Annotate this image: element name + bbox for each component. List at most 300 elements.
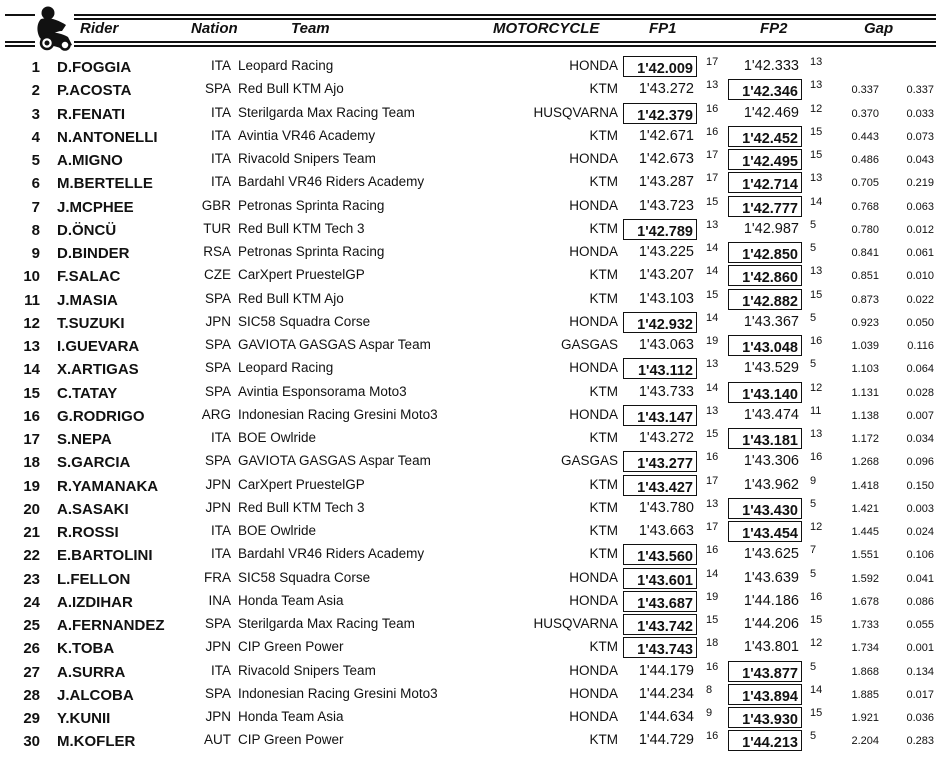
fp1-lap-cell: 17 [706, 521, 719, 533]
nation-cell: SPA [204, 383, 231, 399]
motorcycle-cell: KTM [589, 639, 618, 655]
team-cell: Indonesian Racing Gresini Moto3 [238, 406, 438, 422]
fp1-time-cell: 1'43.272 [638, 430, 694, 446]
gap-to-previous-cell: 0.043 [906, 154, 934, 166]
position-cell: 30 [23, 733, 40, 751]
rider-name-cell: R.YAMANAKA [57, 477, 159, 495]
gap-to-previous-cell: 0.219 [906, 177, 934, 190]
fp2-lap-cell: 5 [810, 218, 817, 231]
nation-cell: SPA [204, 685, 231, 701]
rider-name-cell: P.ACOSTA [57, 82, 132, 100]
motorcycle-cell: KTM [589, 732, 618, 748]
fp1-time-cell: 1'43.687 [623, 591, 697, 612]
header-rule [74, 14, 936, 16]
fp1-time-cell: 1'43.560 [623, 544, 697, 565]
fp1-time-cell: 1'44.179 [638, 662, 694, 679]
fp2-time-cell: 1'42.860 [728, 265, 802, 286]
table-row [0, 102, 936, 125]
position-cell: 5 [31, 152, 40, 169]
gap-to-first-cell: 1.268 [851, 456, 879, 469]
team-cell: Sterilgarda Max Racing Team [238, 104, 415, 120]
fp1-time-cell: 1'43.601 [623, 568, 697, 589]
fp2-lap-cell: 12 [810, 381, 823, 394]
fp2-lap-cell: 15 [810, 125, 823, 138]
team-cell: Petronas Sprinta Racing [238, 244, 385, 259]
position-cell: 25 [23, 617, 40, 634]
gap-to-first-cell: 0.873 [851, 293, 879, 306]
fp1-time-cell: 1'43.225 [638, 244, 694, 260]
motorcycle-cell: HONDA [569, 709, 618, 724]
gap-to-previous-cell: 0.096 [906, 456, 934, 469]
gap-to-previous-cell: 0.033 [906, 107, 934, 120]
fp2-lap-cell: 13 [810, 265, 823, 278]
fp1-time-cell: 1'43.103 [638, 290, 694, 307]
position-cell: 16 [23, 407, 40, 425]
fp2-time-cell: 1'43.474 [743, 406, 799, 423]
motorcycle-cell: HONDA [569, 244, 618, 259]
fp1-lap-cell: 14 [706, 567, 719, 580]
position-cell: 2 [31, 82, 40, 100]
nation-cell: ITA [211, 523, 231, 538]
fp2-time-cell: 1'42.346 [728, 79, 802, 100]
gap-to-previous-cell: 0.050 [906, 316, 934, 329]
table-row [0, 497, 936, 520]
motorcycle-cell: KTM [589, 81, 618, 97]
motorcycle-cell: HONDA [569, 685, 618, 701]
fp1-lap-cell: 17 [706, 172, 719, 185]
fp2-time-cell: 1'43.529 [743, 360, 799, 377]
fp2-lap-cell: 13 [810, 56, 823, 68]
rider-name-cell: L.FELLON [57, 570, 131, 588]
table-row [0, 148, 936, 171]
fp2-lap-cell: 16 [810, 335, 823, 347]
fp2-lap-cell: 13 [810, 79, 823, 92]
nation-cell: ITA [211, 151, 231, 166]
team-cell: Leopard Racing [238, 360, 334, 376]
rider-name-cell: J.ALCOBA [57, 686, 134, 704]
fp2-lap-cell: 15 [810, 288, 823, 301]
table-row [0, 450, 936, 473]
team-cell: Sterilgarda Max Racing Team [238, 616, 415, 631]
fp1-lap-cell: 18 [706, 637, 719, 650]
gap-to-first-cell: 1.418 [851, 479, 879, 492]
motorcycle-cell: HONDA [569, 58, 618, 73]
fp2-lap-cell: 7 [810, 544, 817, 557]
fp2-time-cell: 1'42.333 [743, 58, 799, 74]
team-cell: Honda Team Asia [238, 592, 344, 608]
fp2-lap-cell: 11 [810, 404, 822, 417]
rider-name-cell: R.FENATI [57, 105, 126, 123]
fp1-lap-cell: 14 [706, 311, 719, 324]
rider-name-cell: A.FERNANDEZ [57, 617, 165, 634]
motorcycle-cell: HONDA [569, 569, 618, 585]
team-cell: Red Bull KTM Ajo [238, 290, 344, 306]
team-cell: Bardahl VR46 Riders Academy [238, 546, 425, 562]
rider-name-cell: C.TATAY [57, 384, 118, 402]
fp2-lap-cell: 14 [810, 195, 823, 208]
table-row [0, 288, 936, 311]
position-cell: 4 [31, 128, 40, 146]
header-rule [5, 45, 35, 47]
nation-cell: JPN [205, 639, 231, 655]
team-cell: Rivacold Snipers Team [238, 151, 376, 166]
fp2-time-cell: 1'43.367 [743, 313, 799, 330]
motorcycle-cell: KTM [589, 127, 618, 143]
nation-cell: TUR [203, 220, 231, 236]
fp1-lap-cell: 13 [706, 79, 719, 92]
fp1-lap-cell: 14 [706, 265, 719, 278]
motorcycle-cell: KTM [589, 290, 618, 306]
fp2-time-cell: 1'43.306 [743, 453, 799, 470]
position-cell: 29 [23, 710, 40, 727]
nation-cell: ARG [201, 406, 231, 422]
table-row [0, 567, 936, 590]
fp2-time-cell: 1'44.213 [728, 730, 802, 751]
fp1-time-cell: 1'43.272 [638, 81, 694, 98]
gap-to-previous-cell: 0.001 [906, 642, 934, 655]
rider-name-cell: S.GARCIA [57, 454, 131, 472]
fp1-time-cell: 1'43.147 [623, 405, 697, 426]
fp1-time-cell: 1'43.663 [638, 523, 694, 539]
gap-to-first-cell: 0.768 [851, 200, 879, 213]
fp1-lap-cell: 17 [706, 149, 719, 161]
motorcycle-cell: HONDA [569, 151, 618, 166]
position-cell: 14 [23, 361, 40, 379]
fp2-lap-cell: 5 [810, 358, 817, 371]
rider-name-cell: A.SURRA [57, 663, 126, 681]
team-cell: Petronas Sprinta Racing [238, 197, 385, 213]
nation-cell: GBR [201, 197, 231, 213]
nation-cell: SPA [204, 360, 231, 376]
fp1-time-cell: 1'44.234 [638, 685, 694, 702]
position-cell: 6 [31, 175, 40, 193]
fp2-lap-cell: 13 [810, 428, 823, 440]
fp2-time-cell: 1'42.495 [728, 149, 802, 170]
fp2-lap-cell: 5 [810, 660, 817, 673]
fp2-lap-cell: 15 [810, 149, 823, 161]
fp1-lap-cell: 9 [706, 707, 713, 719]
table-row [0, 357, 936, 380]
fp1-time-cell: 1'43.780 [638, 499, 694, 516]
rider-name-cell: F.SALAC [57, 268, 121, 286]
fp2-lap-cell: 12 [810, 521, 823, 533]
team-cell: Indonesian Racing Gresini Moto3 [238, 685, 438, 701]
header-rule [5, 41, 35, 43]
motorcycle-cell: KTM [589, 220, 618, 236]
position-cell: 7 [31, 198, 40, 216]
rider-name-cell: Y.KUNII [57, 710, 111, 727]
gap-to-previous-cell: 0.022 [906, 293, 934, 306]
fp1-lap-cell: 19 [706, 590, 719, 603]
motorcycle-cell: GASGAS [560, 337, 618, 352]
gap-to-first-cell: 1.172 [851, 433, 879, 445]
fp1-time-cell: 1'43.723 [638, 197, 694, 214]
team-cell: BOE Owlride [238, 430, 317, 445]
position-cell: 26 [23, 640, 40, 658]
rider-name-cell: E.BARTOLINI [57, 547, 153, 565]
team-cell: CIP Green Power [238, 732, 344, 748]
fp1-lap-cell: 16 [706, 102, 719, 115]
team-cell: Avintia Esponsorama Moto3 [238, 383, 407, 399]
position-cell: 1 [31, 59, 40, 76]
gap-to-previous-cell: 0.055 [906, 619, 934, 631]
fp1-lap-cell: 17 [706, 56, 719, 68]
fp1-lap-cell: 16 [706, 544, 719, 557]
team-cell: Red Bull KTM Ajo [238, 81, 344, 97]
rider-name-cell: D.FOGGIA [57, 59, 132, 76]
rider-name-cell: M.KOFLER [57, 733, 136, 751]
rider-name-cell: M.BERTELLE [57, 175, 153, 193]
nation-cell: SPA [204, 81, 231, 97]
rider-name-cell: A.SASAKI [57, 500, 129, 518]
fp2-time-cell: 1'44.186 [743, 592, 799, 609]
rider-name-cell: J.MASIA [57, 291, 118, 309]
rider-name-cell: K.TOBA [57, 640, 115, 658]
position-cell: 11 [24, 291, 40, 309]
gap-to-first-cell: 1.921 [851, 712, 879, 724]
position-cell: 13 [23, 338, 40, 355]
position-cell: 19 [23, 477, 40, 495]
table-row [0, 241, 936, 264]
table-row [0, 264, 936, 287]
gap-to-first-cell: 1.592 [851, 572, 879, 585]
nation-cell: SPA [204, 337, 231, 352]
fp1-lap-cell: 16 [706, 730, 719, 743]
position-cell: 12 [23, 314, 40, 332]
rider-name-cell: A.MIGNO [57, 152, 123, 169]
gap-to-first-cell: 1.039 [851, 340, 879, 352]
team-cell: Honda Team Asia [238, 709, 344, 724]
fp1-lap-cell: 13 [706, 358, 719, 371]
fp1-time-cell: 1'44.729 [638, 732, 694, 749]
gap-to-first-cell: 1.868 [851, 665, 879, 678]
fp2-lap-cell: 5 [810, 311, 817, 324]
nation-cell: INA [208, 592, 231, 608]
fp2-lap-cell: 15 [810, 707, 823, 719]
motorcycle-cell: KTM [589, 430, 618, 445]
fp1-time-cell: 1'43.207 [638, 267, 694, 284]
table-row [0, 543, 936, 566]
gap-to-first-cell: 1.733 [851, 619, 879, 631]
position-cell: 21 [23, 524, 40, 541]
gap-to-first-cell: 0.923 [851, 316, 879, 329]
fp2-time-cell: 1'43.930 [728, 707, 802, 728]
nation-cell: ITA [211, 127, 231, 143]
column-header-fp2: FP2 [760, 20, 788, 37]
fp2-time-cell: 1'43.140 [728, 382, 802, 403]
position-cell: 9 [31, 245, 40, 262]
gap-to-previous-cell: 0.150 [906, 479, 934, 492]
nation-cell: JPN [205, 709, 231, 724]
fp2-lap-cell: 5 [810, 567, 817, 580]
nation-cell: RSA [203, 244, 231, 259]
gap-to-previous-cell: 0.024 [906, 526, 934, 538]
motorcycle-cell: HONDA [569, 592, 618, 608]
nation-cell: ITA [211, 104, 231, 120]
fp1-time-cell: 1'42.009 [623, 56, 697, 77]
fp2-lap-cell: 5 [810, 730, 817, 743]
table-row [0, 706, 936, 729]
team-cell: CarXpert PruestelGP [238, 267, 365, 283]
fp2-time-cell: 1'43.181 [728, 428, 802, 449]
fp2-time-cell: 1'42.987 [743, 220, 799, 237]
header-rule [5, 14, 35, 16]
fp2-lap-cell: 12 [810, 102, 823, 115]
gap-to-first-cell: 0.841 [851, 247, 879, 259]
nation-cell: SPA [204, 616, 231, 631]
table-row [0, 218, 936, 241]
team-cell: SIC58 Squadra Corse [238, 313, 371, 329]
table-row [0, 520, 936, 543]
fp1-time-cell: 1'43.733 [638, 383, 694, 400]
fp2-time-cell: 1'43.048 [728, 335, 802, 356]
gap-to-first-cell: 0.705 [851, 177, 879, 190]
position-cell: 20 [23, 500, 40, 518]
table-row [0, 195, 936, 218]
gap-to-previous-cell: 0.064 [906, 363, 934, 376]
rider-name-cell: A.IZDIHAR [57, 593, 133, 611]
table-row [0, 404, 936, 427]
table-row [0, 334, 936, 357]
table-header [0, 0, 936, 50]
rider-name-cell: J.MCPHEE [57, 198, 134, 216]
fp2-lap-cell: 5 [810, 497, 817, 510]
fp1-lap-cell: 16 [706, 125, 719, 138]
header-rule [74, 41, 936, 43]
position-cell: 22 [23, 547, 40, 565]
gap-to-first-cell: 1.445 [851, 526, 879, 538]
motorcycle-cell: KTM [589, 499, 618, 515]
table-row [0, 636, 936, 659]
position-cell: 3 [31, 105, 40, 123]
fp1-time-cell: 1'43.743 [623, 637, 697, 658]
fp2-time-cell: 1'43.625 [743, 546, 799, 563]
gap-to-previous-cell: 0.003 [906, 502, 934, 515]
column-header-rider: Rider [80, 20, 119, 37]
motorcycle-cell: HONDA [569, 406, 618, 422]
fp1-lap-cell: 15 [706, 614, 719, 626]
position-cell: 17 [23, 431, 40, 448]
fp2-time-cell: 1'42.714 [728, 172, 802, 193]
fp1-time-cell: 1'42.671 [638, 127, 694, 144]
table-row [0, 590, 936, 613]
fp2-time-cell: 1'43.430 [728, 498, 802, 519]
table-row [0, 171, 936, 194]
fp2-lap-cell: 16 [810, 451, 823, 464]
motorcycle-cell: HUSQVARNA [533, 104, 618, 120]
team-cell: Rivacold Snipers Team [238, 662, 376, 678]
gap-to-previous-cell: 0.007 [906, 409, 934, 422]
nation-cell: CZE [204, 267, 231, 283]
motorcycle-rider-icon [32, 5, 76, 51]
fp1-time-cell: 1'43.427 [623, 475, 697, 496]
gap-to-previous-cell: 0.028 [906, 386, 934, 399]
rider-name-cell: G.RODRIGO [57, 407, 145, 425]
gap-to-first-cell: 1.103 [851, 363, 879, 376]
fp1-time-cell: 1'42.379 [623, 103, 697, 124]
position-cell: 10 [23, 268, 40, 286]
motorcycle-cell: KTM [589, 523, 618, 538]
nation-cell: ITA [211, 662, 231, 678]
gap-to-previous-cell: 0.041 [906, 572, 934, 585]
fp1-lap-cell: 14 [706, 242, 719, 254]
team-cell: GAVIOTA GASGAS Aspar Team [238, 453, 431, 469]
gap-to-first-cell: 1.885 [851, 688, 879, 701]
team-cell: CIP Green Power [238, 639, 344, 655]
table-row [0, 474, 936, 497]
fp1-time-cell: 1'43.287 [638, 174, 694, 191]
fp2-time-cell: 1'42.777 [728, 196, 802, 217]
gap-to-first-cell: 1.551 [851, 549, 879, 562]
table-row [0, 683, 936, 706]
table-row [0, 729, 936, 752]
fp2-lap-cell: 13 [810, 172, 823, 185]
position-cell: 28 [23, 686, 40, 704]
team-cell: Leopard Racing [238, 58, 334, 73]
fp2-time-cell: 1'43.894 [728, 684, 802, 705]
fp2-time-cell: 1'42.850 [728, 242, 802, 263]
fp1-time-cell: 1'43.742 [623, 614, 697, 635]
fp1-lap-cell: 8 [706, 683, 713, 696]
nation-cell: AUT [204, 732, 231, 748]
nation-cell: JPN [205, 313, 231, 329]
gap-to-first-cell: 1.678 [851, 595, 879, 608]
gap-to-previous-cell: 0.036 [906, 712, 934, 724]
table-row [0, 125, 936, 148]
motorcycle-cell: KTM [589, 476, 618, 492]
rider-name-cell: R.ROSSI [57, 524, 119, 541]
fp1-time-cell: 1'42.673 [638, 151, 694, 167]
fp2-lap-cell: 15 [810, 614, 823, 626]
fp1-lap-cell: 13 [706, 497, 719, 510]
table-row [0, 381, 936, 404]
table-row [0, 660, 936, 683]
fp1-lap-cell: 15 [706, 288, 719, 301]
rider-name-cell: I.GUEVARA [57, 338, 140, 355]
nation-cell: JPN [205, 476, 231, 492]
fp2-time-cell: 1'43.877 [728, 661, 802, 682]
column-header-gap: Gap [864, 20, 894, 37]
fp1-lap-cell: 14 [706, 381, 719, 394]
motorcycle-cell: KTM [589, 546, 618, 562]
column-header-nation: Nation [191, 20, 238, 37]
fp1-time-cell: 1'42.932 [623, 312, 697, 333]
nation-cell: ITA [211, 430, 231, 445]
gap-to-first-cell: 0.486 [851, 154, 879, 166]
gap-to-previous-cell: 0.061 [906, 247, 934, 259]
team-cell: Red Bull KTM Tech 3 [238, 499, 365, 515]
fp1-time-cell: 1'43.112 [623, 358, 697, 379]
rider-name-cell: T.SUZUKI [57, 314, 125, 332]
gap-to-first-cell: 0.851 [851, 270, 879, 283]
fp2-time-cell: 1'42.469 [743, 104, 799, 121]
gap-to-first-cell: 0.443 [851, 130, 879, 143]
position-cell: 24 [23, 593, 40, 611]
rider-name-cell: D.BINDER [57, 245, 130, 262]
gap-to-previous-cell: 0.106 [906, 549, 934, 562]
fp1-lap-cell: 15 [706, 195, 719, 208]
nation-cell: FRA [204, 569, 231, 585]
gap-to-previous-cell: 0.073 [906, 130, 934, 143]
gap-to-previous-cell: 0.337 [906, 84, 934, 97]
nation-cell: ITA [211, 546, 231, 562]
fp1-lap-cell: 13 [706, 404, 719, 417]
position-cell: 18 [23, 454, 40, 472]
team-cell: CarXpert PruestelGP [238, 476, 365, 492]
position-cell: 23 [23, 570, 40, 588]
gap-to-first-cell: 2.204 [851, 735, 879, 748]
fp2-lap-cell: 14 [810, 683, 823, 696]
